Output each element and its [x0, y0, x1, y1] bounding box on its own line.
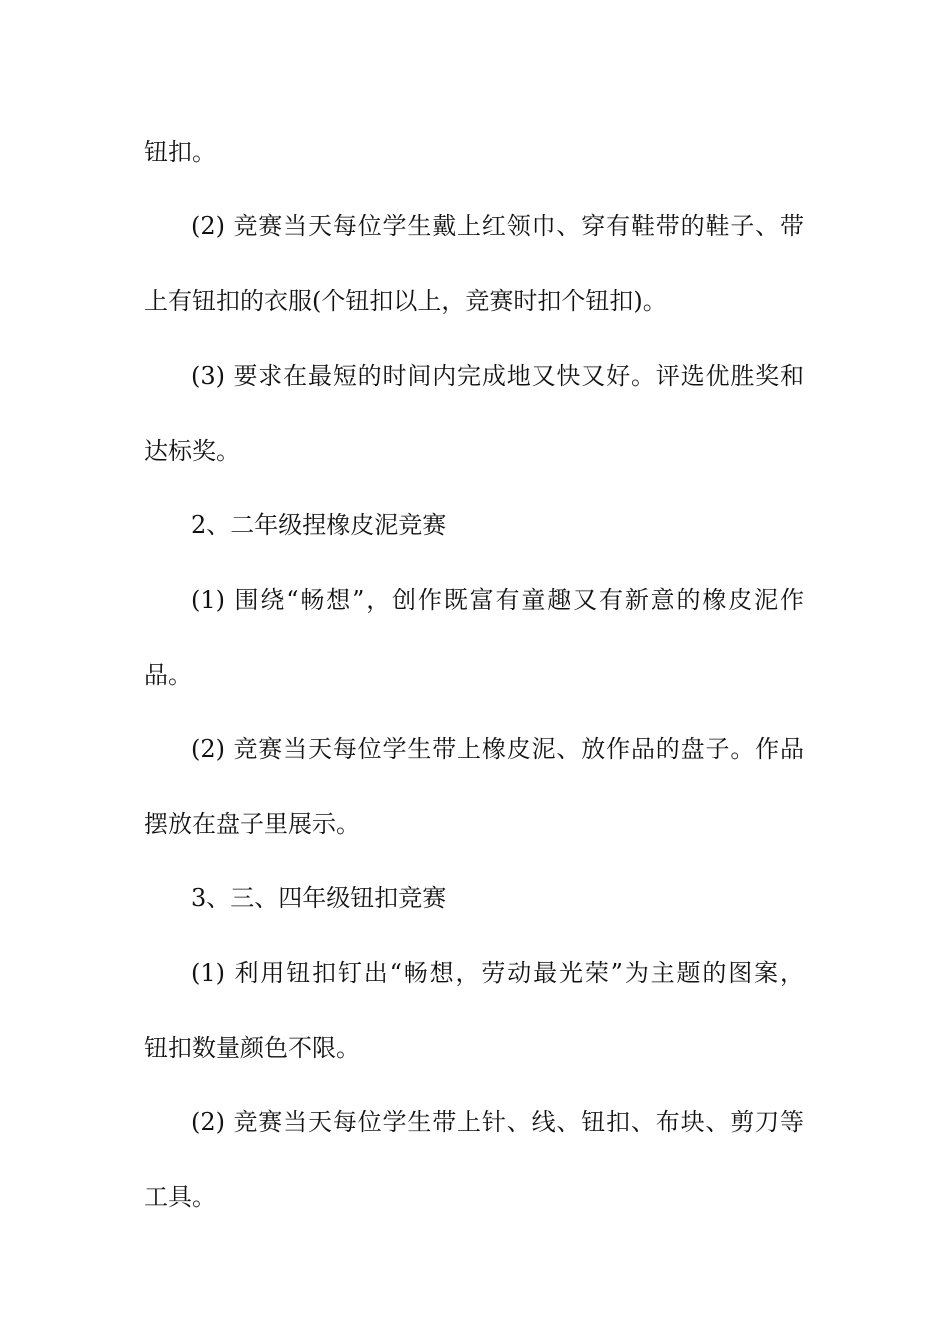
text-line: 品。 — [144, 661, 192, 689]
section-heading: 2、二年级捏橡皮泥竞赛 — [191, 511, 447, 539]
text-line: 达标奖。 — [144, 437, 240, 465]
section-heading: 3、三、四年级钮扣竞赛 — [191, 884, 447, 912]
text-line: 摆放在盘子里展示。 — [144, 810, 360, 838]
text-line: (2) 竞赛当天每位学生带上针、线、钮扣、布块、剪刀等 — [191, 1108, 804, 1136]
text-line: 钮扣数量颜色不限。 — [144, 1034, 360, 1062]
text-line: (3) 要求在最短的时间内完成地又快又好。评选优胜奖和 — [191, 362, 804, 390]
text-line: (2) 竞赛当天每位学生戴上红领巾、穿有鞋带的鞋子、带 — [191, 212, 804, 240]
text-line: 工具。 — [144, 1183, 216, 1211]
text-line: (1) 利用钮扣钉出“畅想，劳动最光荣”为主题的图案， — [191, 959, 804, 987]
text-line: (2) 竞赛当天每位学生带上橡皮泥、放作品的盘子。作品 — [191, 735, 804, 763]
text-line: 上有钮扣的衣服(个钮扣以上，竞赛时扣个钮扣)。 — [144, 287, 667, 315]
text-line: 钮扣。 — [144, 138, 216, 166]
text-line: (1) 围绕“畅想”，创作既富有童趣又有新意的橡皮泥作 — [191, 586, 804, 614]
